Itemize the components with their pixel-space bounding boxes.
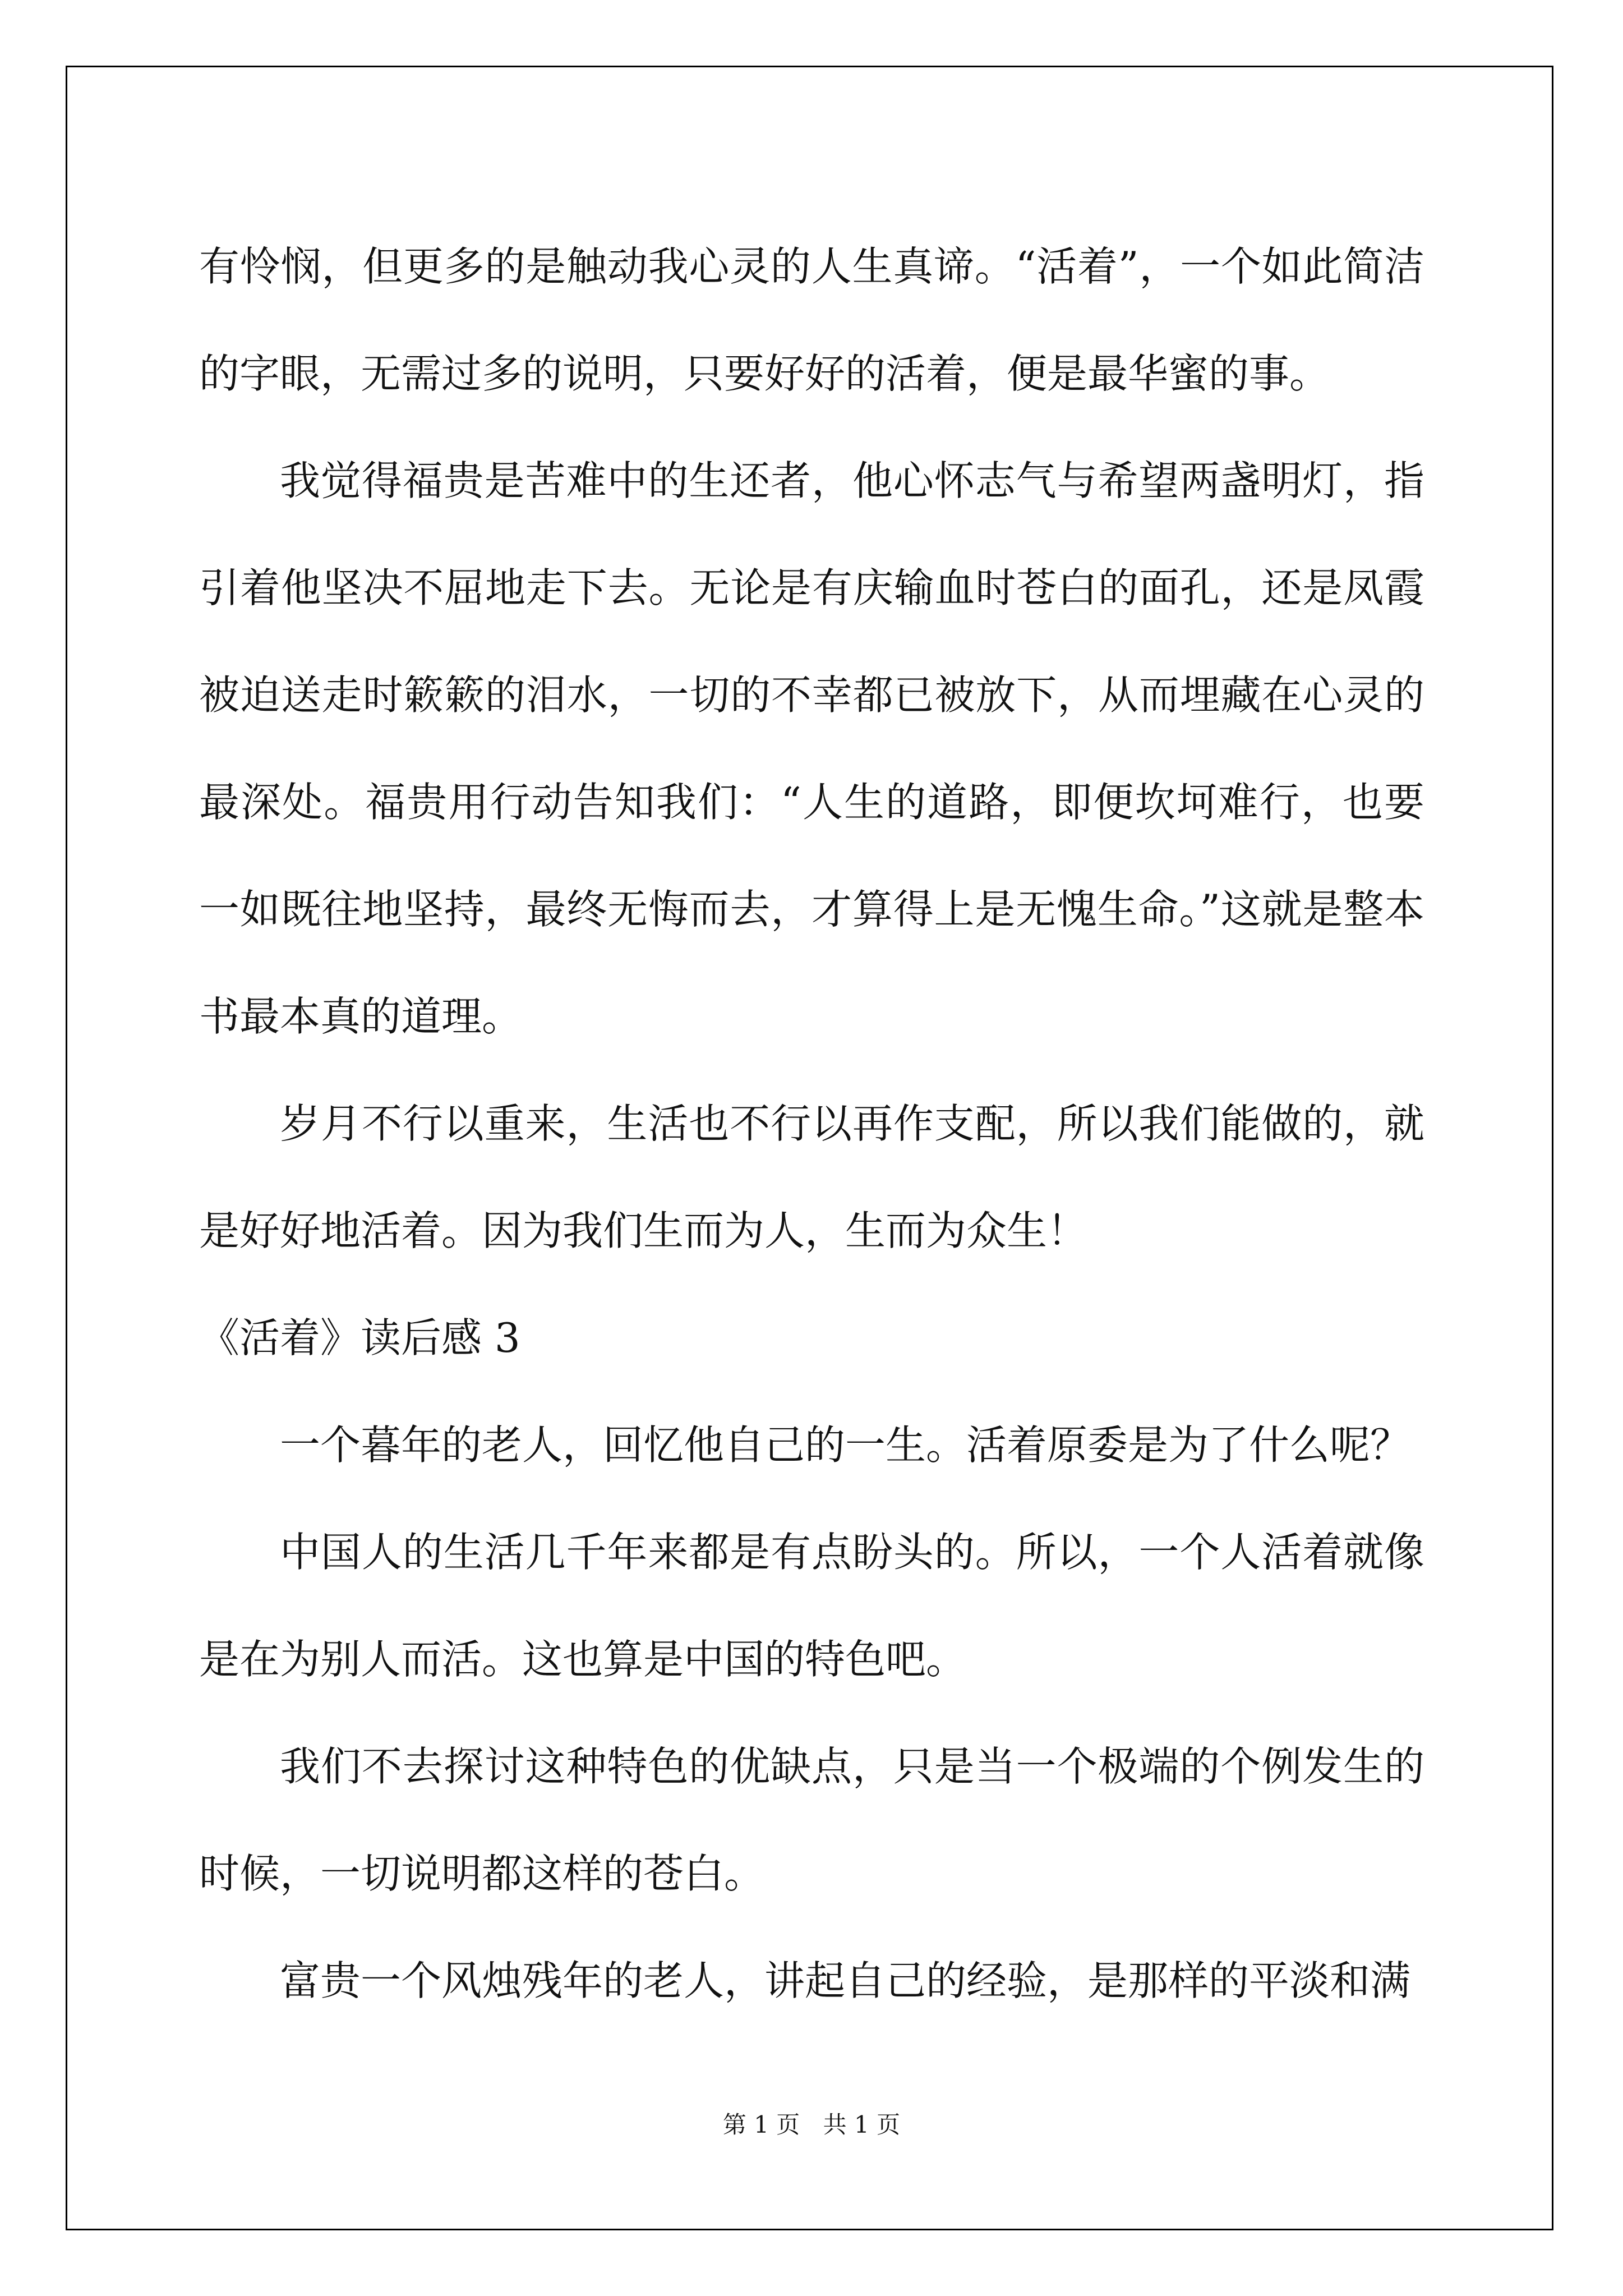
page-number: 第 1 页 <box>722 2111 800 2138</box>
page-footer <box>0 2106 1623 2140</box>
paragraph: 我们不去探讨这种特色的优缺点，只是当一个极端的个例发生的时候，一切说明都这样的苍白。 <box>199 1743 1424 1897</box>
section-heading: 《活着》读后感 3 <box>199 1314 520 1361</box>
paragraph: 我觉得福贵是苦难中的生还者，他心怀志气与希望两盏明灯，指引着他坚决不屈地走下去。无论是有庆输血时苍白的面孔，还是凤霞被迫送走时簌簌的泪水，一切的不幸都已被放下，从而埋藏在心灵的最深处。福贵用行动告知我们：“人生的道路，即便坎坷难行，也要一如既往地坚持，最终无悔而去，才算得上是无愧生命。”这就是整本书最本真的道理。 <box>199 457 1424 1040</box>
page-total: 共 1 页 <box>823 2111 901 2138</box>
paragraph: 岁月不行以重来，生活也不行以再作支配，所以我们能做的，就是好好地活着。因为我们生而为人，生而为众生！ <box>199 1100 1424 1254</box>
paragraph: 有怜悯，但更多的是触动我心灵的人生真谛。“活着”，一个如此简洁的字眼，无需过多的说明，只要好好的活着，便是最华蜜的事。 <box>199 243 1424 397</box>
paragraph: 中国人的生活几千年来都是有点盼头的。所以，一个人活着就像是在为别人而活。这也算是中国的特色吧。 <box>199 1529 1424 1683</box>
document-body <box>199 213 1424 2035</box>
paragraph: 一个暮年的老人，回忆他自己的一生。活着原委是为了什么呢？ <box>280 1421 1411 1469</box>
paragraph: 富贵一个风烛残年的老人，讲起自己的经验，是那样的平淡和满 <box>280 1957 1411 2004</box>
